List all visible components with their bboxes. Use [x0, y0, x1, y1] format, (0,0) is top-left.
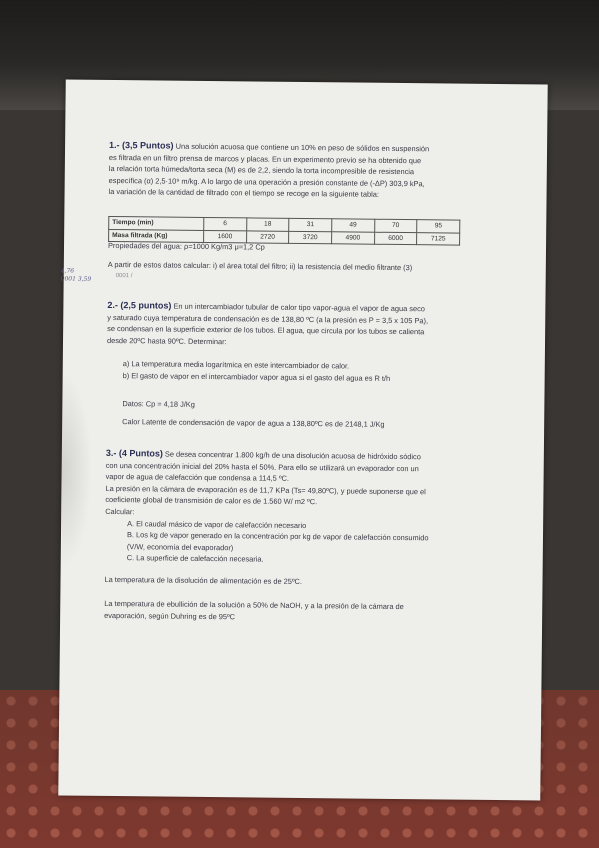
problem-3-item-b: B. Los kg de vapor generado en la concentración por kg de vapor de calefacción consumido: [126, 530, 429, 543]
problem-3-note-1: La temperatura de la disolución de alimentación es de 25ºC.: [104, 574, 303, 586]
table-cell: 31: [289, 218, 332, 231]
table-row-label: Tiempo (min): [109, 216, 204, 230]
problem-2-data-latent-block: [106, 416, 478, 431]
exam-sheet: [58, 79, 547, 800]
table-row-label: Masa filtrada (Kg): [109, 229, 204, 243]
paper-shadow: [62, 370, 92, 570]
problem-1-question-block: [108, 259, 480, 286]
problem-2-data-cp: Datos: Cp = 4,18 J/Kg: [122, 399, 195, 409]
problem-3: [105, 448, 478, 568]
problem-3-title: 3.- (4 Puntos): [105, 447, 163, 459]
problem-3-item-c: C. La superficie de calefacción necesaria.: [126, 553, 264, 564]
problem-3-item-a: A. El caudal másico de vapor de calefacción necesario: [127, 518, 307, 530]
water-properties-block: [108, 240, 480, 255]
problem-3-item-b-cont: (V/W, economía del evaporador): [126, 541, 234, 553]
problem-1-question: A partir de estos datos calcular: i) el área total del filtro; ii) la resistencia del medio filtrante (3): [107, 259, 413, 273]
problem-3-note-2b: evaporación, según Duhring es de 95ºC: [104, 610, 236, 621]
table-cell: 70: [374, 219, 417, 232]
table-cell: 4900: [332, 231, 375, 244]
problem-2-title: 2.- (2,5 puntos): [107, 299, 172, 311]
problem-3-line-2: vapor de agua de calefacción que condensa a 114,5 ºC.: [105, 472, 290, 484]
handwritten-note: [61, 267, 92, 283]
problem-3-note-1-block: [104, 574, 476, 589]
problem-2-data-latent: Calor Latente de condensación de vapor de agua a 138,80ºC es de 2148,1 J/Kg: [122, 417, 385, 429]
table-cell: 1600: [204, 230, 247, 243]
problem-1-line-0: 1.- (3,5 Puntos) Una solución acuosa que contiene un 10% en peso de sólidos en suspensión: [109, 139, 430, 154]
problem-1-line-1: es filtrada en un filtro prensa de marcos y placas. En un experimento previo se ha obtenido que: [108, 152, 422, 165]
problem-3-line-0: 3.- (4 Puntos) Se desea concentrar 1.800 kg/h de una disolución acuosa de hidróxido sódico: [105, 447, 421, 462]
table-cell: 18: [246, 218, 289, 231]
problem-2-item-b: b) El gasto de vapor en el intercambiador vapor agua si el gasto del agua es R t/h: [122, 370, 391, 383]
problem-2-line-0: 2.- (2,5 puntos) En un intercambiador tubular de calor tipo vapor-agua el vapor de agua seco: [107, 299, 425, 314]
handwritten-line-1: 4,76: [60, 267, 75, 275]
problem-1-line-2: la relación torta húmeda/torta seca (M) es de 2,2, siendo la torta incompresible de resistencia: [108, 164, 415, 177]
table-cell: 95: [417, 220, 460, 233]
problem-3-note-2a: La temperatura de ebullición de la solución a 50% de NaOH, y a la presión de la cámara de: [104, 598, 404, 612]
table-cell: 7125: [417, 232, 460, 245]
problem-2-item-a: a) La temperatura media logarítmica en este intercambiador de calor.: [122, 359, 350, 371]
problem-2-line-1: y saturado cuya temperatura de condensación es de 138,80 ºC (a la presión es P = 3,5 x 105 Pa),: [107, 312, 429, 325]
problem-1-line-3: específica (α) 2,5·10⁹ m/kg. A lo largo de una operación a presión constante de (-ΔP) 303,9 kPa,: [108, 175, 425, 189]
problem-3-line-3: La presión en la cámara de evaporación es de 11,7 KPa (Ts= 49,80ºC), y puede suponerse que el: [105, 483, 426, 497]
problem-3-line-5: Calcular:: [105, 506, 135, 517]
problem-2-line-3: desde 20ºC hasta 90ºC. Determinar:: [106, 335, 227, 346]
problem-3-note-2-block: [104, 598, 476, 625]
problem-1-title: 1.- (3,5 Puntos): [109, 139, 174, 151]
water-properties: Propiedades del agua: ρ=1000 Kg/m3 μ=1,2 Cp: [107, 240, 265, 252]
problem-2: [107, 300, 479, 350]
problem-2-data: [106, 398, 478, 413]
problem-2-line-2: se condensan en la superficie exterior de los tubos. El agua, que circula por los tubos se calienta: [107, 324, 425, 337]
problem-3-line-4: coeficiente global de transmisión de calor es de 1.560 W/ m2 ºC.: [105, 495, 318, 507]
table-cell: 2720: [246, 230, 289, 243]
table-cell: 6: [204, 217, 247, 230]
problem-3-line-1: con una concentración inicial del 20% hasta el 50%. Para ello se utilizará un evaporador con un: [105, 460, 419, 473]
problem-1-question-2: 0001 /: [115, 272, 133, 279]
table-cell: 6000: [374, 232, 417, 245]
handwritten-line-2: 0001 3,59: [60, 275, 92, 283]
problem-2-items: [107, 358, 479, 385]
table-cell: 49: [332, 219, 375, 232]
problem-1-line-4: la variación de la cantidad de filtrado con el tiempo se recoge en la siguiente tabla:: [108, 187, 379, 200]
table-cell: 3720: [289, 231, 332, 244]
problem-1: [109, 140, 482, 202]
